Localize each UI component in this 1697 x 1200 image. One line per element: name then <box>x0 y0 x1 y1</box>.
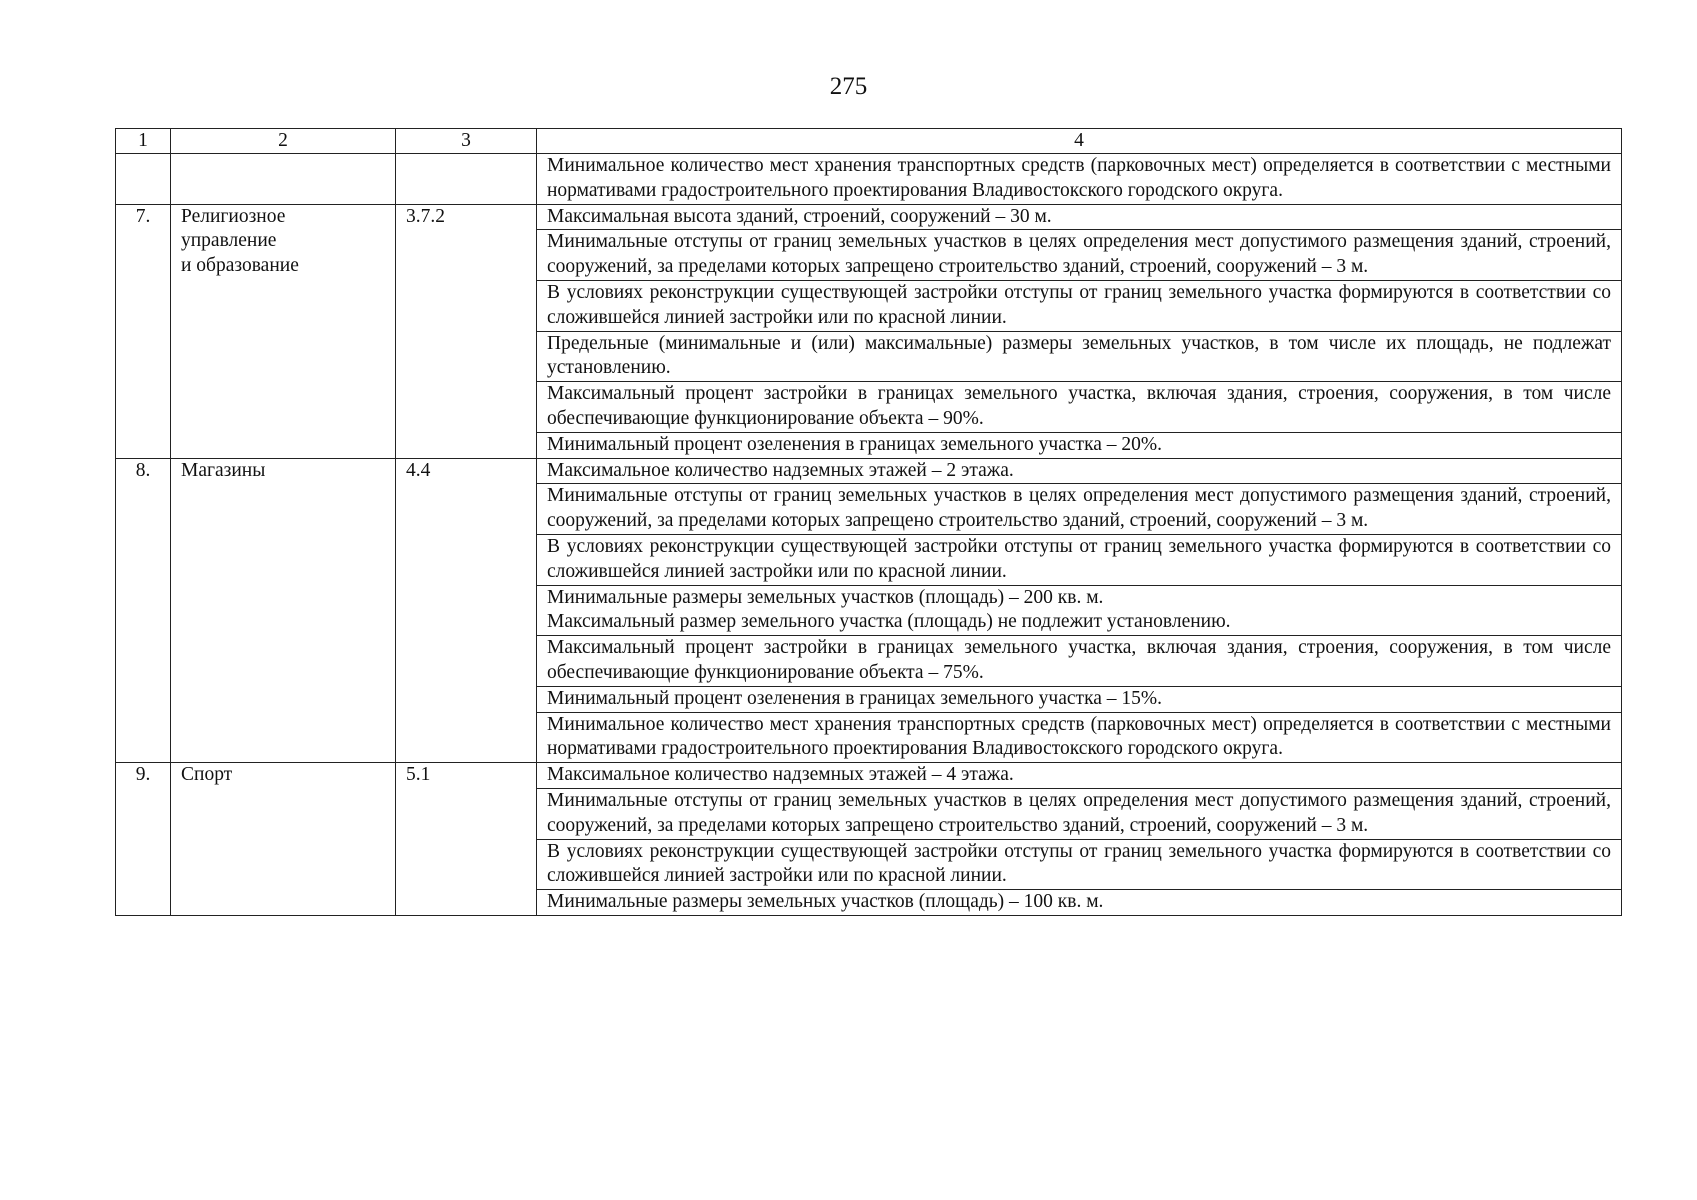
row-number-cell: 7. <box>116 204 171 458</box>
parameter-cell: Максимальный процент застройки в границах земельного участка, включая здания, строения, сооружения, в том числе обеспечивающие функционирование объекта – 90%. <box>537 382 1622 433</box>
row-number-cell: 9. <box>116 763 171 916</box>
page-number: 275 <box>829 73 868 100</box>
parameter-cell: Предельные (минимальные и (или) максимальные) размеры земельных участков, в том числе их площадь, не подлежат установлению. <box>537 331 1622 382</box>
parameter-cell: В условиях реконструкции существующей застройки отступы от границ земельного участка формируются в соответствии со сложившейся линией застройки или по красной линии. <box>537 280 1622 331</box>
use-name-cell <box>171 204 396 458</box>
header-cell-1: 1 <box>116 129 171 154</box>
parameter-cell: Максимальное количество надземных этажей – 2 этажа. <box>537 458 1622 484</box>
table-row <box>116 204 1622 230</box>
table-row <box>116 458 1622 484</box>
empty-cell <box>171 154 396 205</box>
header-cell-3: 3 <box>396 129 537 154</box>
parameter-cell <box>537 585 1622 636</box>
parameter-cell: В условиях реконструкции существующей застройки отступы от границ земельного участка формируются в соответствии со сложившейся линией застройки или по красной линии. <box>537 534 1622 585</box>
table-row <box>116 763 1622 789</box>
parameter-cell: Минимальные отступы от границ земельных участков в целях определения мест допустимого размещения зданий, строений, сооружений, за пределами которых запрещено строительство зданий, строений, сооружений – 3 м. <box>537 788 1622 839</box>
empty-cell <box>396 154 537 205</box>
use-name-cell <box>171 763 396 916</box>
parameter-cell: Минимальное количество мест хранения транспортных средств (парковочных мест) определяется в соответствии с местными нормативами градостроительного проектирования Владивостокского городского округа. <box>537 154 1622 205</box>
row-number-cell: 8. <box>116 458 171 763</box>
parameter-cell: Минимальный процент озеленения в границах земельного участка – 20%. <box>537 432 1622 458</box>
empty-cell <box>116 154 171 205</box>
use-name-cell <box>171 458 396 763</box>
use-name-line: Религиозное <box>181 205 286 227</box>
use-name-line: Магазины <box>181 459 266 481</box>
header-row <box>116 129 1622 154</box>
use-name-line: управление <box>181 230 277 252</box>
parameter-cell: В условиях реконструкции существующей застройки отступы от границ земельного участка формируются в соответствии со сложившейся линией застройки или по красной линии. <box>537 839 1622 890</box>
parameter-cell: Максимальный процент застройки в границах земельного участка, включая здания, строения, сооружения, в том числе обеспечивающие функционирование объекта – 75%. <box>537 636 1622 687</box>
parameter-cell: Максимальное количество надземных этажей – 4 этажа. <box>537 763 1622 789</box>
parameter-cell: Минимальный процент озеленения в границах земельного участка – 15%. <box>537 686 1622 712</box>
parameter-cell: Минимальные отступы от границ земельных участков в целях определения мест допустимого размещения зданий, строений, сооружений, за пределами которых запрещено строительство зданий, строений, сооружений – 3 м. <box>537 230 1622 281</box>
parameter-cell: Минимальные отступы от границ земельных участков в целях определения мест допустимого размещения зданий, строений, сооружений, за пределами которых запрещено строительство зданий, строений, сооружений – 3 м. <box>537 484 1622 535</box>
header-cell-2: 2 <box>171 129 396 154</box>
cell-line: Максимальный размер земельного участка (площадь) не подлежит установлению. <box>547 611 1231 633</box>
parameter-cell: Минимальные размеры земельных участков (площадь) – 100 кв. м. <box>537 890 1622 916</box>
parameter-cell: Минимальное количество мест хранения транспортных средств (парковочных мест) определяется в соответствии с местными нормативами градостроительного проектирования Владивостокского городского округа. <box>537 712 1622 763</box>
header-cell-4: 4 <box>537 129 1622 154</box>
regulations-table <box>115 128 1622 916</box>
use-code-cell: 3.7.2 <box>396 204 537 458</box>
use-code-cell: 4.4 <box>396 458 537 763</box>
use-code-cell: 5.1 <box>396 763 537 916</box>
cell-line: Минимальные размеры земельных участков (площадь) – 200 кв. м. <box>547 586 1104 608</box>
parameter-cell: Максимальная высота зданий, строений, сооружений – 30 м. <box>537 204 1622 230</box>
continuation-row <box>116 154 1622 205</box>
use-name-line: Спорт <box>181 764 233 786</box>
use-name-line: и образование <box>181 255 299 277</box>
